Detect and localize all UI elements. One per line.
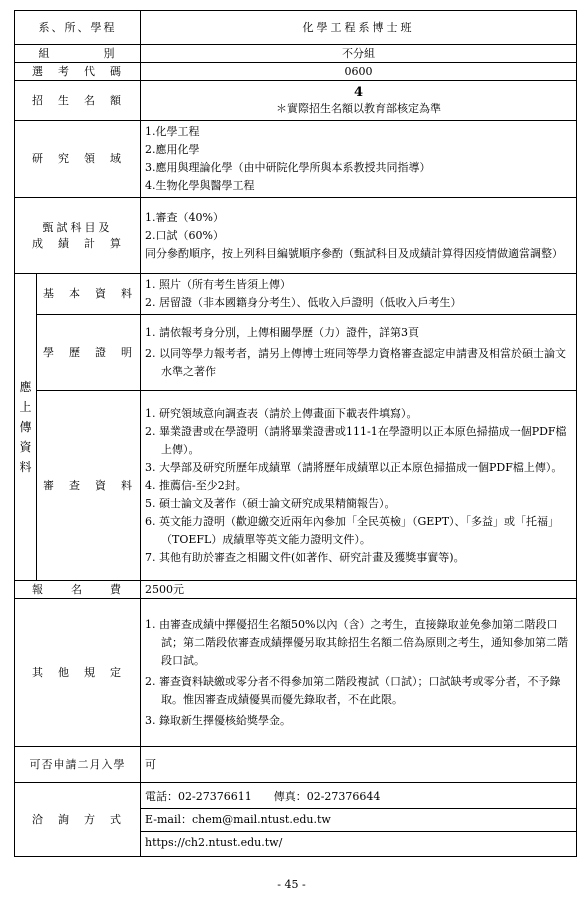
feb-label: 可否申請二月入學 (15, 747, 141, 783)
list-item: 2. 以同等學力報考者，請另上傳博士班同等學力資格審查認定申請書及相當於碩士論文水準之著作 (145, 347, 566, 378)
exam-code-value: 0600 (141, 63, 577, 81)
page-number: - 45 - (277, 878, 306, 891)
quota-note: ＊實際招生名額以教育部核定為準 (276, 101, 441, 115)
basic-label: 基 本 資 料 (37, 274, 141, 315)
contact-cell (141, 783, 577, 857)
review-label: 審 查 資 料 (37, 391, 141, 581)
basic-list (141, 274, 577, 315)
list-item: 1.化學工程 (145, 125, 200, 138)
list-item: 2. 畢業證書或在學證明（請將畢業證書或111-1在學證明以正本原色掃描成一個PDF檔上傳）。 (145, 424, 567, 456)
research-list (141, 121, 577, 198)
list-item: 2. 居留證（非本國籍身分考生）、低收入戶證明（低收入戶考生） (145, 296, 462, 309)
admission-table (14, 10, 577, 857)
upload-section-label (15, 274, 37, 581)
quota-value: 4 (353, 84, 364, 100)
list-item: 4. 推薦信-至少2封。 (145, 478, 247, 492)
upload-char: 料 (19, 460, 32, 474)
list-item: 6. 英文能力證明（歡迎繳交近兩年內參加「全民英檢」（GEPT）、「多益」或「托福」（TOEFL）成績單等英文能力證明文件）。 (145, 514, 560, 546)
list-item: 3. 大學部及研究所歷年成績單（請將歷年成績單以正本原色掃描成一個PDF檔上傳）。 (145, 460, 563, 474)
contact-email[interactable]: E-mail：chem@mail.ntust.edu.tw (141, 808, 576, 831)
contact-phone: 電話：02-27376611 傳真：02-27376644 (141, 786, 576, 809)
fee-label: 報 名 費 (15, 581, 141, 599)
upload-char: 資 (19, 440, 32, 454)
list-item: 3. 錄取新生擇優核給獎學金。 (145, 713, 291, 727)
list-item: 2.口試（60%） (145, 228, 224, 242)
dept-label: 系、所、學程 (15, 11, 141, 45)
list-item: 4.生物化學與醫學工程 (145, 179, 255, 192)
exam-code-label: 選 考 代 碼 (15, 63, 141, 81)
quota-label: 招 生 名 額 (15, 81, 141, 121)
list-item: 1. 研究領域意向調查表（請於上傳畫面下載表件填寫）。 (145, 406, 418, 420)
feb-value: 可 (141, 747, 577, 783)
exam-label-line1: 甄試科目及 (42, 220, 113, 234)
education-label: 學 歷 證 明 (37, 315, 141, 391)
list-item: 7. 其他有助於審查之相關文件(如著作、研究計畫及獲獎事實等)。 (145, 550, 465, 564)
exam-list (141, 198, 577, 274)
list-item: 1. 由審查成績中擇優招生名額50%以內（含）之考生，直接錄取並免參加第二階段口試；第二階段依審查成績擇優另取其餘招生名額二倍為原則之考生，通知參加第二階段口試。 (145, 617, 568, 667)
list-item: 1. 照片（所有考生皆須上傳） (145, 278, 291, 291)
list-item: 同分參酌順序，按上列科目編號順序參酌（甄試科目及成績計算得因疫情做適當調整） (145, 246, 563, 260)
other-label: 其 他 規 定 (15, 599, 141, 747)
exam-label (15, 198, 141, 274)
list-item: 2.應用化學 (145, 143, 200, 156)
fee-value: 2500元 (141, 581, 577, 599)
list-item: 3.應用與理論化學（由中研院化學所與本系教授共同指導） (145, 161, 431, 174)
exam-label-line2: 成 績 計 算 (32, 236, 123, 250)
education-list (141, 315, 577, 391)
other-list (141, 599, 577, 747)
group-label: 組 別 (15, 45, 141, 63)
list-item: 2. 審查資料缺繳或零分者不得參加第二階段複試（口試）；口試缺考或零分者，不予錄取。惟因審查成績優異而優先錄取者，不在此限。 (145, 674, 561, 706)
research-label: 研 究 領 域 (15, 121, 141, 198)
review-list (141, 391, 577, 581)
contact-label: 洽 詢 方 式 (15, 783, 141, 857)
list-item: 1.審查（40%） (145, 210, 224, 224)
list-item: 1. 請依報考身分別，上傳相關學歷（力）證件，詳第3頁 (145, 326, 419, 339)
upload-char: 傳 (19, 420, 32, 434)
upload-char: 上 (19, 400, 32, 414)
dept-name: 化學工程系博士班 (141, 11, 577, 45)
contact-url[interactable]: https://ch2.ntust.edu.tw/ (145, 835, 283, 849)
upload-char: 應 (19, 380, 32, 394)
quota-cell (141, 81, 577, 121)
group-value: 不分組 (141, 45, 577, 63)
list-item: 5. 碩士論文及著作（碩士論文研究成果精簡報告）。 (145, 496, 396, 510)
